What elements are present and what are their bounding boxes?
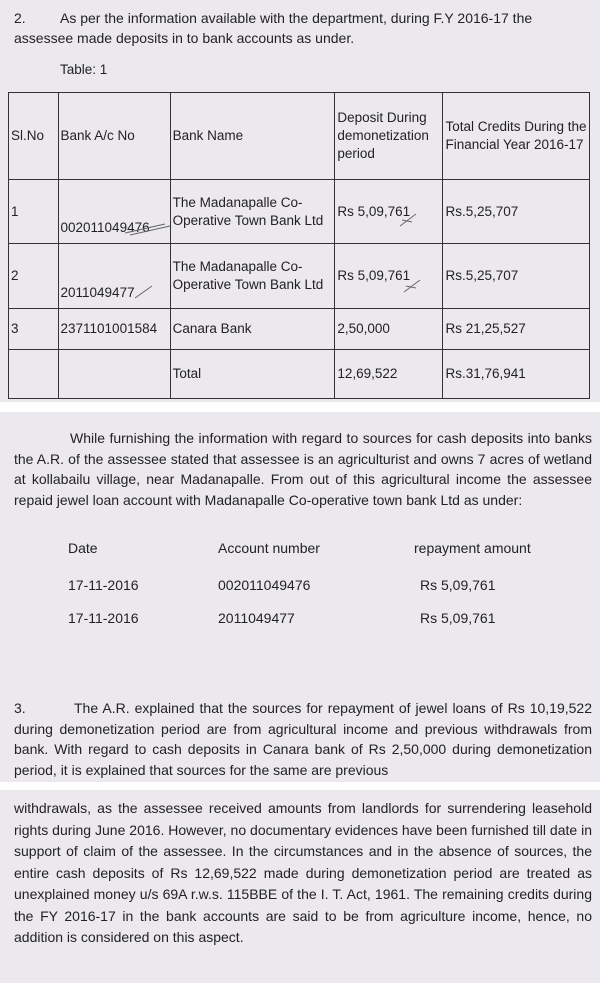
furnish-text: While furnishing the information with regard to sources for cash deposits into banks the A.R. of the assessee stated that assessee is an agriculturist and owns 7 acres of wetland at kollabailu village, near Madanapalle. From out of this agricultural income the assessee repaid jewel loan account with Madanapalle Co-operative town bank Ltd as under: <box>14 430 592 508</box>
repayment-row <box>68 577 568 608</box>
section-2-paragraph <box>14 8 584 48</box>
cell-bank: The Madanapalle Co-Operative Town Bank Ltd <box>170 244 335 309</box>
repayment-table <box>68 540 568 641</box>
header-account: Bank A/c No <box>58 93 170 180</box>
cell-total-label: Total <box>170 350 335 399</box>
header-slno: Sl.No <box>9 93 59 180</box>
repayment-date: 17-11-2016 <box>68 577 139 593</box>
repayment-header-row <box>68 540 568 571</box>
furnish-paragraph <box>14 428 592 510</box>
cell-deposit: Rs 5,09,761 <box>335 244 443 309</box>
repayment-account: 2011049477 <box>218 610 295 626</box>
section-2-line2: assessee made deposits in to bank accounts as under. <box>14 30 355 46</box>
repayment-date: 17-11-2016 <box>68 610 139 626</box>
table-header-row <box>9 93 590 180</box>
page-divider <box>0 402 600 412</box>
table-row <box>9 309 590 350</box>
cell-bank: Canara Bank <box>170 309 335 350</box>
cell-total-credits: Rs.31,76,941 <box>443 350 590 399</box>
pen-mark <box>130 282 160 302</box>
cell-deposit: Rs 5,09,761 <box>335 180 443 244</box>
section-2-line1: As per the information available with the department, during F.Y 2016-17 the <box>60 10 533 26</box>
cell-bank: The Madanapalle Co-Operative Town Bank Ltd <box>170 180 335 244</box>
repayment-header-amount: repayment amount <box>414 540 531 556</box>
pen-mark <box>400 274 424 296</box>
section-3-paragraph <box>14 698 592 780</box>
table-row <box>9 244 590 309</box>
table-caption: Table: 1 <box>60 62 108 77</box>
cell-slno: 2 <box>9 244 59 309</box>
repayment-row <box>68 610 568 641</box>
table-row <box>9 180 590 244</box>
cell-empty <box>9 350 59 399</box>
repayment-amount: Rs 5,09,761 <box>420 610 496 626</box>
continued-paragraph: withdrawals, as the assessee received amounts from landlords for surrendering leasehold rights during June 2016. However, no documentary evidences have been furnished till date in support of claim of the assessee. In the circumstances and in the absence of sources, the entire cash deposits of Rs 12,69,522 made during demonetization period are treated as unexplained money u/s 69A r.w.s. 115BBE of the I. T. Act, 1961. The remaining credits during the FY 2016-17 in the bank accounts are said to be from agriculture income, hence, no addition is considered on this aspect. <box>14 800 592 945</box>
cell-deposit: 2,50,000 <box>335 309 443 350</box>
section-2-number: 2. <box>14 10 26 26</box>
repayment-amount: Rs 5,09,761 <box>420 577 496 593</box>
repayment-header-account: Account number <box>218 540 320 556</box>
cell-total-deposit: 12,69,522 <box>335 350 443 399</box>
cell-account: 2011049477 <box>58 244 170 309</box>
cell-total: Rs.5,25,707 <box>443 244 590 309</box>
page-divider <box>0 782 600 790</box>
repayment-header-date: Date <box>68 540 98 556</box>
header-bank-name: Bank Name <box>170 93 335 180</box>
pen-mark <box>396 208 422 230</box>
repayment-account: 002011049476 <box>218 577 311 593</box>
cell-slno: 3 <box>9 309 59 350</box>
cell-account: 002011049476 <box>58 180 170 244</box>
cell-empty <box>58 350 170 399</box>
header-deposit: Deposit During demonetization period <box>335 93 443 180</box>
table-total-row <box>9 350 590 399</box>
cell-total: Rs.5,25,707 <box>443 180 590 244</box>
pen-mark <box>120 218 180 238</box>
cell-total: Rs 21,25,527 <box>443 309 590 350</box>
header-total-credits: Total Credits During the Financial Year 2016-17 <box>443 93 590 180</box>
deposits-table <box>8 92 590 399</box>
section-3-text: The A.R. explained that the sources for repayment of jewel loans of Rs 10,19,522 during demonetization period are from agricultural income and previous withdrawals from bank. With regard to cash deposits in Canara bank of Rs 2,50,000 during demonetization period, it is explained that sources for the same are previous <box>14 700 592 778</box>
cell-account: 2371101001584 <box>58 309 170 350</box>
cell-slno: 1 <box>9 180 59 244</box>
section-3-number: 3. <box>14 700 26 716</box>
